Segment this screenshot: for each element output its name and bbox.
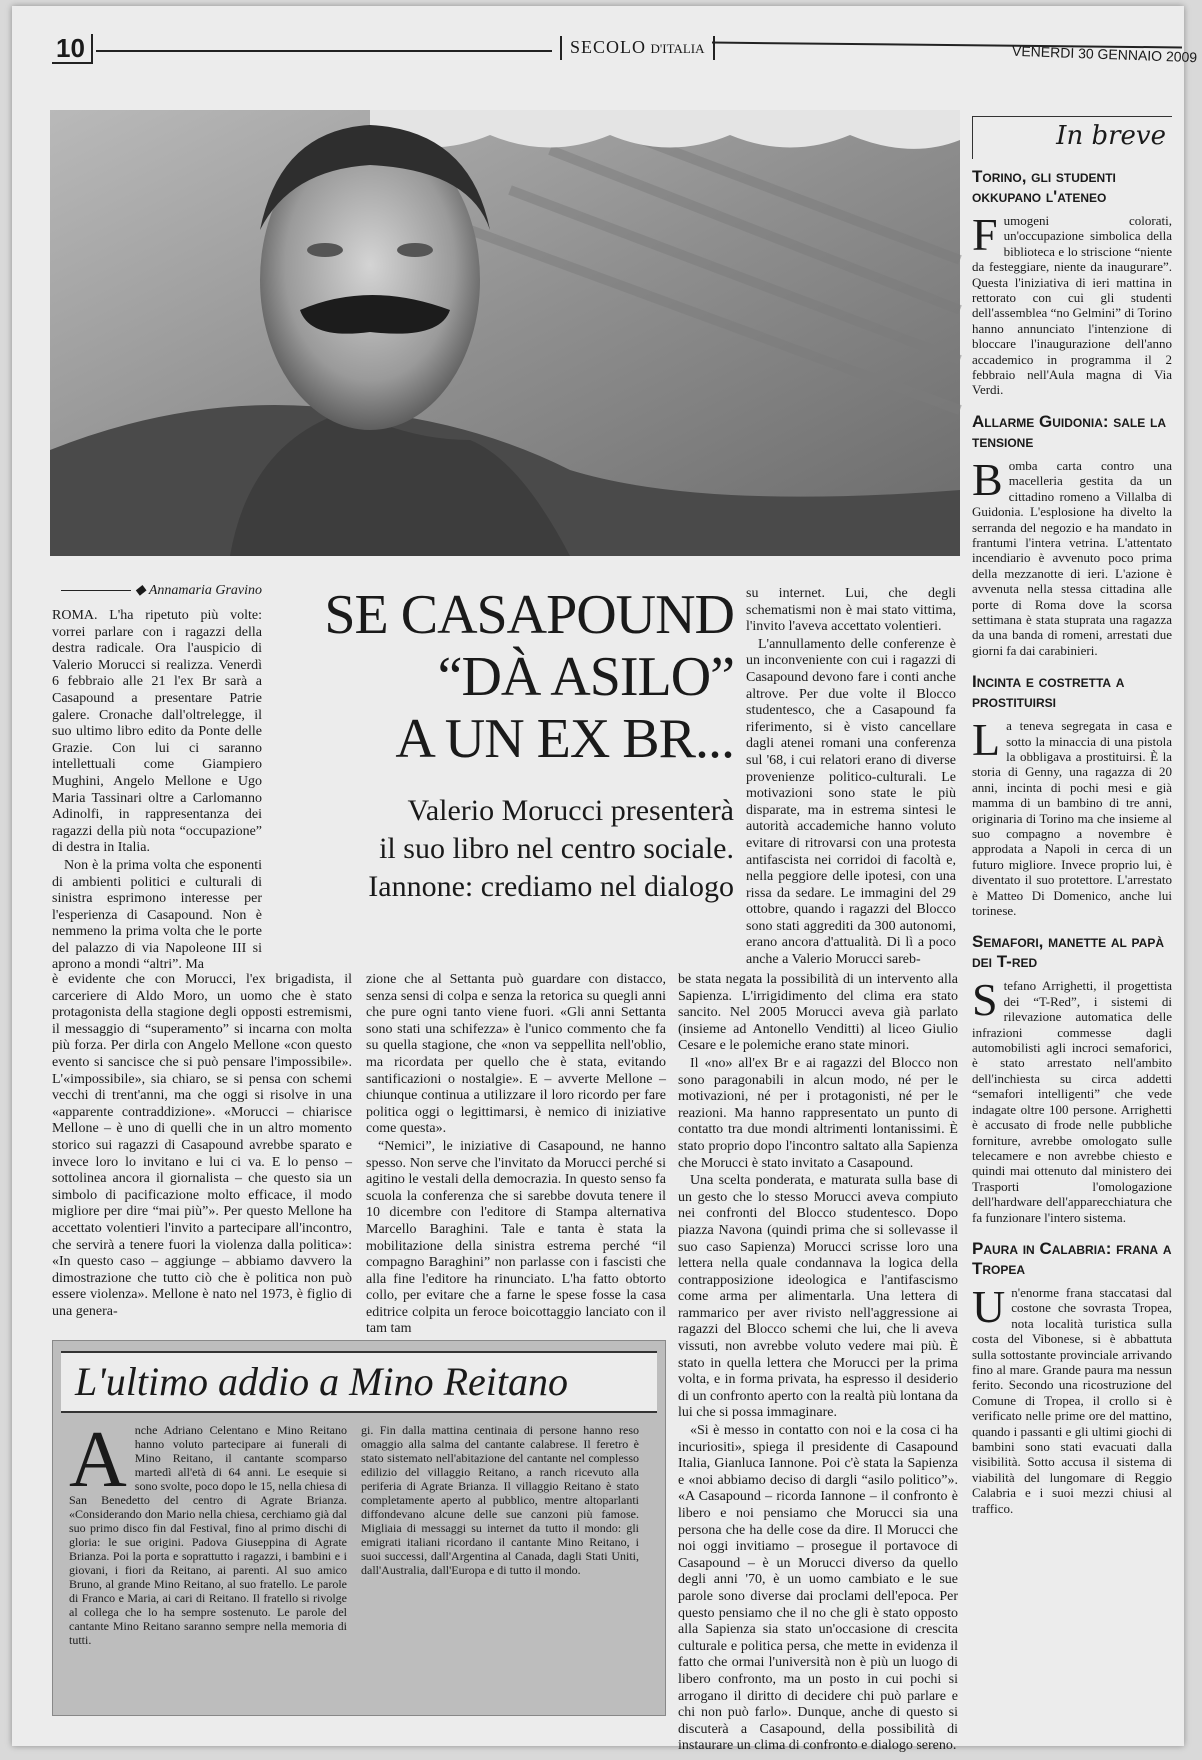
subhead-line: Valerio Morucci presenterà: [407, 794, 734, 827]
headline-line: A UN EX BR...: [395, 708, 734, 770]
article-col-2: [366, 972, 666, 1337]
brief-title: Semafori, manette al papà dei T-red: [972, 932, 1165, 972]
brief-body: [972, 209, 1172, 398]
brief-title: Incinta e costretta a prostituirsi: [972, 672, 1125, 712]
paragraph: «Si è messo in contatto con noi e la cosa ci ha incuriositi», spiega il presidente di Casapound Italia, Gianluca Iannone. Poi c'è stata la Sapienza e «noi abbiamo deciso di dargli “asilo politico”». «A Casapound – ricorda Iannone – il confronto è libero e noi pensiamo che Morucci sia una persona che ha delle cose da dire. Il Morucci che noi oggi invitiamo – prosegue il portavoce di Casapound – è un Morucci diverso da quello degli anni '70, è un uomo cambiato e le sue parole sono diverse dai proclami dell'epoca. Per questo pensiamo che il no che gli è stato opposto alla Sapienza sia stato un'occasione di crescita culturale e politica persa, che mette in evidenza il fatto che ormai l'università non è più un luogo di libero confronto, ma un posto in cui pochi si arrogano il diritto di decidere chi può parlare e chi non può farlo». Dunque, anche di questo si discuterà a Casapound, della possibilità di instaurare un clima di confronto e dialogo sereno.: [678, 1423, 958, 1754]
brief-body: [972, 1280, 1172, 1516]
headline: [274, 584, 734, 770]
reitano-box: [52, 1340, 666, 1716]
brief-text: a teneva segregata in casa e sotto la minaccia di una pistola la obbligava a prostituirsi. È la storia di Genny, una ragazza di 20 anni, incinta di pochi mesi e già mamma di un bambino di tre anni, originaria di Torino ma che insieme al suo compagno a novembre è approdata a Napoli in cerca di un futuro migliore. Invece proprio lui, è diventato il suo protettore. L'arrestato è Matteo Di Domenico, anche lui torinese.: [972, 718, 1172, 919]
paragraph: be stata negata la possibilità di un intervento alla Sapienza. L'irrigidimento del clima era stato sancito. Nel 2005 Morucci aveva già parlato (insieme ad Antonello Venditti) al liceo Giulio Cesare e le polemiche erano state minori.: [678, 972, 958, 1054]
brief-body: [972, 453, 1172, 658]
issue-date: VENERDÌ 30 GENNAIO 2009: [1011, 42, 1198, 66]
headline-line: SE CASAPOUND: [324, 584, 734, 646]
brief-item: [972, 412, 1172, 658]
brief-title: Torino, gli studenti okkupano l'ateneo: [972, 167, 1116, 206]
brief-title: Allarme Guidonia: sale la tensione: [972, 411, 1166, 451]
paragraph: Il «no» all'ex Br e ai ragazzi del Blocco non sono paragonabili in alcun modo, né per le motivazioni, né per i protagonisti, né per le reazioni. Ma hanno rappresentato un punto di contatto tra due mondi altrimenti lontanissimi. È stato proprio dopo l'incontro saltato alla Sapienza che Morucci è stato invitato a Casapound.: [678, 1055, 958, 1171]
paragraph: Non è la prima volta che esponenti di ambienti politici e culturali di sinistra esprimono interesse per l'esperienza di Casapound. Non è nemmeno la prima volta che le porte del palazzo di via Napoleone III si aprono a mondi “altri”. Ma: [52, 857, 262, 973]
paper-suffix: D'ITALIA: [650, 41, 705, 56]
reitano-col-1-text: nche Adriano Celentano e Mino Reitano hanno voluto partecipare ai funerali di Mino Reitano, il cantante scomparso martedì all'età di 64 anni. Le esequie si sono svolte, poco dopo le 15, nella chiesa di San Benedetto del centro di Agrate Brianza. «Considerando don Mario nella chiesa, cerchiamo già dal suo primo disco fin dal Festival, fino al primo dischi di gloria: le sue origini. Padova Giuseppina di Agrate Brianza. Poi la porta e soprattutto i ragazzi, i bambini e i giovani, i fiori da Reitano, ai parenti. Al suo amico Bruno, al grande Mino Reitano, al suo fratello. Le parole di Franco e Maria, ai cari di Reitano. Il fratello si rivolge al collega che lo ha sempre sostenuto. Le parole del cantante Mino Reitano saranno sempre nella memoria di tutti.: [69, 1423, 347, 1647]
paragraph: “Nemici”, le iniziative di Casapound, ne hanno spesso. Non serve che l'invitato da Morucci perché si agitino le vestali della democrazia. In questo senso fa scuola la conferenza che si sarebbe dovuta tenere il 10 dicembre con l'editore di Stampa alternativa Marcello Baraghini. Tale e tanta è stata la mobilitazione della sinistra estrema perché “il compagno Baraghini” non parlasse con i fascisti che alla fine l'editore ha rinunciato. L'ha fatto obtorto collo, per evitare che a farne le spese fosse la casa editrice colpita un feroce boicottaggio lanciato con il tam tam: [366, 1138, 666, 1337]
paragraph: L'annullamento delle conferenze è un inconveniente con cui i ragazzi di Casapound devono fare i conti anche altrove. Per due volte il Blocco studentesco, che a Casapound fa riferimento, si è visto cancellare dagli atenei romani una conferenza sul '68, i cui relatori erano di diverse provenienze politico-culturali. Le motivazioni sono state le più disparate, ma in estrema sintesi le autorità accademiche hanno voluto evitare di ritrovarsi con una protesta antifascista nei corridoi di facoltà e, nella peggiore delle ipotesi, con una rissa da sedare. Le immagini del 29 ottobre, quando i ragazzi del Blocco sono stati aggrediti da 300 autonomi, erano ancora d'attualità. Di lì a poco anche a Valerio Morucci sareb-: [746, 636, 956, 968]
brief-text: umogeni colorati, un'occupazione simbolica della biblioteca e lo striscione “niente da festeggiare, niente da inaugurare”. Questa l'iniziativa di ieri mattina in rettorato con cui gli studenti dell'assemblea “no Gelmini” di Torino hanno annunciato l'intenzione di bloccare l'inaugurazione dell'anno accademico in programma il 2 febbraio nell'Aula magna di Via Verdi.: [972, 213, 1172, 398]
paragraph: zione che al Settanta può guardare con distacco, senza sensi di colpa e senza la retorica su quegli anni che pure ogni tanto viene fuori. «Gli anni Settanta sono stati una schifezza» è l'unico commento che fa su quella stagione, che «non va seppellita nell'oblio, ma ricordata per quello che è stata, evitando santificazioni o nostalgie». E – avverte Mellone – chiunque continua a utilizzare il loro ricordo per fare politica oggi o legittimarsi, è nemico di iniziative come questa».: [366, 972, 666, 1137]
sidebar-header: [972, 116, 1172, 159]
reitano-col-2: [361, 1423, 639, 1703]
header-rule-left: [96, 50, 552, 52]
article-col-1-lower: [52, 972, 352, 1319]
brief-text: tefano Arrighetti, il progettista dei “T-Red”, i sistemi di rilevazione automatica delle infrazioni commesse dagli automobilisti agli incroci semaforici, è stato arrestato nell'ambito dell'inchiesta su circa addetti “semafori intelligenti” che vede indagate oltre 100 persone. Arrighetti è accusato di frode nelle pubbliche forniture, avrebbe omologato sulle telecamere e non avrebbe chiesto e quindi mai ottenuto dal ministero dei Trasporti l'omologazione dell'hardware dell'apparecchiatura che fa funzionare l'intero sistema.: [972, 978, 1172, 1225]
reitano-title: L'ultimo addio a Mino Reitano: [75, 1359, 568, 1404]
brief-body: [972, 974, 1172, 1225]
paragraph: su internet. Lui, che degli schematismi non è mai stato vittima, l'invito l'aveva accettato volentieri.: [746, 586, 956, 635]
paper-name: SECOLO: [570, 37, 647, 57]
article-col-3-lower: [678, 972, 958, 1754]
subheadline: [274, 792, 734, 906]
brief-text: omba carta contro una macelleria gestita da un cittadino romeno a Villalba di Guidonia. L'esplosione ha divelto la serranda del negozio e ha mandato in frantumi l'intera vetrina. L'attentato incendiario è avvenuto poco prima della mezzanotte di ieri. L'azione è avvenuta nella stessa cittadina alle porte di Roma dove la scorsa settimana è stata stuprata una ragazza da una banda di romeni, arrestati due giorni fa dai carabinieri.: [972, 457, 1172, 658]
brief-dropcap: F: [972, 209, 998, 260]
brief-dropcap: S: [972, 974, 998, 1026]
paragraph: è evidente che con Morucci, l'ex brigadista, il carceriere di Aldo Moro, un uomo che è stato protagonista della stagione degli opposti estremismi, il messaggio di “superamento” si incarna con molta più forza. Per dirla con Angelo Mellone «con questo evento si sancisce che si può pensare l'impossibile». L'«impossibile», sia chiaro, se si pensa con schemi vecchi di trent'anni, ma che oggi si risolve in una «apparente contraddizione». «Morucci – chiarisce Mellone – è uno di quelli che in un altro momento storico sui ragazzi di Casapound avrebbe sparato e invece loro lo invitano e lui ci va. E lo penso – sottolinea ancora il giornalista – che questo sia un simbolo di pacificazione molto efficace, il modo migliore per dire “mai più”». Per questo Mellone ha accettato volentieri l'invito a partecipare all'incontro, che servirà a tenere fuori la violenza dalla politica»: «In questo caso – aggiunge – abbiamo davvero la dimostrazione che tutto ciò che è politica non può essere violenza». Mellone è nato nel 1973, è figlio di una genera-: [52, 972, 352, 1319]
newspaper-page: [12, 6, 1198, 1754]
brief-text: n'enorme frana staccatasi dal costone che sovrasta Tropea, nota località turistica sulla costa del Vibonese, si è abbattuta sulla sottostante provinciale arrivando fino al mare. Grande paura ma nessun ferito. Secondo una ricostruzione del Comune di Tropea, il crollo si è verificato nelle prime ore del mattino, quando i passanti e gli ultimi giochi di bambini sono stati evacuati dalla visibilità. Sotto accusa il sistema di viabilità del lungomare di Reggio Calabria e i suoi mezzi chiusi al traffico.: [972, 1284, 1172, 1516]
paragraph: ROMA. L'ha ripetuto più volte: vorrei parlare con i ragazzi della destra radicale. Ora l'auspicio di Valerio Morucci si realizza. Venerdì 6 febbraio alle 21 l'ex Br sarà a Casapound a presentare Patrie galere. Cronache dall'oltrelegge, il suo ultimo libro edito da Ponte delle Grazie. Con lui ci saranno intellettuali come Giampiero Mughini, Angelo Mellone e Ugo Maria Tassinari oltre a Carlomanno Adinolfi, in rappresentanza dei ragazzi della più nota “occupazione” di destra in Italia.: [52, 608, 262, 856]
paragraph: Una scelta ponderata, e maturata sulla base di un gesto che lo stesso Morucci aveva compiuto nei confronti del Blocco studentesco. Dopo piazza Navona (quindi prima che si sollevasse il suo caso Sapienza) Morucci scrisse loro una lettera nella quale condannava la logica della contrapposizione ideologica e l'antifascismo come arma per alimentarla. Una lettera di rammarico per aver rivisto nell'aggressione ai ragazzi del Blocco schemi che lui, che li aveva vissuti, non avrebbe voluto vedere mai più. È stato in quella lettera che Morucci per la prima volta, e in forma privata, ha espresso il desiderio di un confronto aperto con la realtà più lontana da lui che si possa immaginare.: [678, 1173, 958, 1421]
brief-dropcap: L: [972, 714, 1001, 766]
sidebar-header-text: In breve: [1056, 121, 1166, 151]
article-col-1: [52, 608, 262, 975]
sidebar: [972, 116, 1172, 1736]
headline-line: “DÀ ASILO”: [437, 646, 734, 708]
byline-author: Annamaria Gravino: [148, 583, 262, 598]
reitano-col-2-text: gi. Fin dalla mattina centinaia di persone hanno reso omaggio alla salma del cantante calabrese. Il feretro è stato sistemato nell'abitazione del cantante nel complesso edilizio del villaggio Reitano, a ranch ricevuto alla periferia di Agrate Brianza. Il villaggio Reitano è stato completamente aperto al pubblico, mentre altoparlanti diffondevano alcune delle sue canzoni più famose. Migliaia di messaggi su internet da tutto il mondo: gli emigrati italiani ricordano il cantante Mino Reitano, i suoi successi, dall'Argentina al Canada, dagli Stati Uniti, dall'Australia, dall'Europa e di tutto il mondo.: [361, 1423, 639, 1577]
brief-title: Paura in Calabria: frana a Tropea: [972, 1238, 1172, 1278]
brief-body: [972, 714, 1172, 919]
brief-item: [972, 1239, 1172, 1516]
reitano-dropcap: A: [69, 1416, 127, 1504]
reitano-col-1: [69, 1416, 347, 1703]
brief-item: [972, 167, 1172, 398]
reitano-text: [53, 1413, 665, 1703]
subhead-line: il suo libro nel centro sociale.: [379, 832, 734, 865]
byline: ◆ Annamaria Gravino: [52, 582, 262, 599]
brief-dropcap: B: [972, 453, 1003, 505]
reitano-title-bar: [61, 1351, 657, 1413]
article-col-3-upper: [746, 586, 956, 970]
brief-item: [972, 672, 1172, 918]
article-photo: [50, 110, 960, 556]
brief-item: [972, 932, 1172, 1225]
byline-rule: [61, 590, 131, 591]
brief-dropcap: U: [972, 1280, 1006, 1332]
subhead-line: Iannone: crediamo nel dialogo: [368, 870, 734, 903]
masthead: [560, 36, 715, 60]
page-number: 10: [52, 34, 93, 64]
